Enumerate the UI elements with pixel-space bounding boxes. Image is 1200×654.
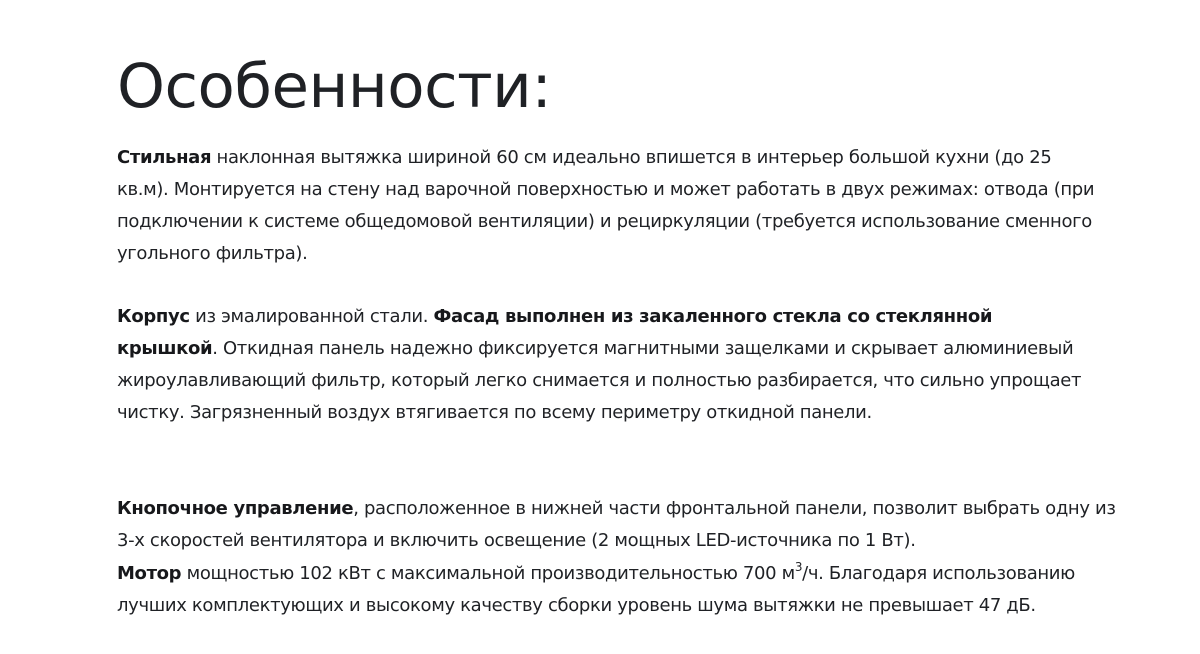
paragraph-line bbox=[117, 493, 1116, 525]
bold-term-controls: Кнопочное управление bbox=[117, 498, 354, 519]
paragraph-line: 3-х скоростей вентилятора и включить освещение (2 мощных LED-источника по 1 Вт). bbox=[117, 530, 916, 551]
paragraph-line: кв.м). Монтируется на стену над варочной поверхностью и может работать в двух режимах: отвода (при bbox=[117, 179, 1095, 200]
superscript-cube: 3 bbox=[794, 560, 803, 574]
bold-term-motor: Мотор bbox=[117, 563, 182, 584]
bold-term-body: Корпус bbox=[117, 306, 190, 327]
paragraph-line: подключении к системе общедомовой вентиляции) и рециркуляции (требуется использование сменного bbox=[117, 211, 1092, 232]
paragraph-line bbox=[117, 558, 1075, 590]
paragraph-text: . Откидная панель надежно фиксируется магнитными защелками и скрывает алюминиевый bbox=[212, 338, 1074, 359]
paragraph-line bbox=[117, 301, 1081, 333]
paragraph-line: угольного фильтра). bbox=[117, 243, 308, 264]
bold-term-stylish: Стильная bbox=[117, 147, 212, 168]
paragraph-style bbox=[117, 142, 1094, 270]
paragraph-text: из эмалированной стали. bbox=[189, 306, 434, 327]
paragraph-line bbox=[117, 142, 1094, 174]
paragraph-line bbox=[117, 333, 1081, 365]
paragraph-text: /ч. Благодаря использованию bbox=[802, 563, 1075, 584]
bold-term-facade: Фасад выполнен из закаленного стекла со стеклянной bbox=[433, 306, 993, 327]
paragraph-body bbox=[117, 301, 1081, 429]
paragraph-text: наклонная вытяжка шириной 60 см идеально впишется в интерьер большой кухни (до 25 bbox=[211, 147, 1052, 168]
bold-term-lid: крышкой bbox=[117, 338, 213, 359]
paragraph-line: чистку. Загрязненный воздух втягивается по всему периметру откидной панели. bbox=[117, 402, 872, 423]
page-title: Особенности: bbox=[117, 51, 552, 122]
paragraph-text: , расположенное в нижней части фронтальной панели, позволит выбрать одну из bbox=[353, 498, 1116, 519]
paragraph-motor bbox=[117, 558, 1075, 622]
paragraph-text: мощностью 102 кВт с максимальной производительностью 700 м bbox=[181, 563, 795, 584]
features-section bbox=[117, 50, 1200, 616]
paragraph-line: лучших комплектующих и высокому качеству сборки уровень шума вытяжки не превышает 47 дБ. bbox=[117, 595, 1036, 616]
paragraph-controls bbox=[117, 493, 1116, 557]
paragraph-line: жироулавливающий фильтр, который легко снимается и полностью разбирается, что сильно упрощает bbox=[117, 370, 1082, 391]
